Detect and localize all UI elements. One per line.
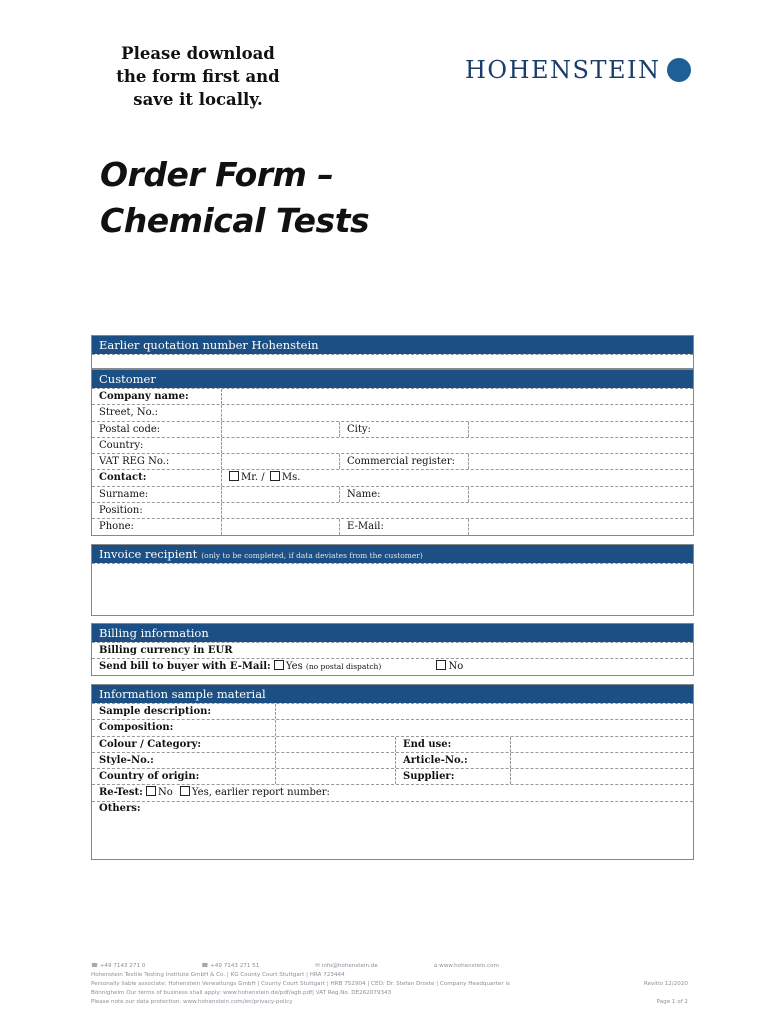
- form-row: [92, 518, 693, 534]
- end-use-label: End use:: [395, 737, 510, 752]
- ms-checkbox[interactable]: [270, 471, 280, 481]
- email-label: E-Mail:: [339, 519, 468, 534]
- form-row: [92, 486, 693, 502]
- invoice-title: Invoice recipient: [99, 547, 198, 561]
- footer-line: Hohenstein Textile Testing Institute GmbH & Co. | KG County Court Stuttgart | HRA 723444: [91, 972, 345, 978]
- logo-dot-icon: [667, 58, 691, 82]
- form-row: [92, 752, 693, 768]
- send-bill-yes-note: (no postal dispatch): [305, 662, 382, 672]
- composition-label: Composition:: [99, 722, 174, 734]
- postal-field[interactable]: [221, 422, 339, 437]
- end-use-field[interactable]: [510, 737, 693, 752]
- register-field[interactable]: [468, 454, 693, 469]
- retest-row: [92, 785, 693, 800]
- article-field[interactable]: [510, 753, 693, 768]
- contact-label: Contact:: [99, 472, 147, 484]
- notice-line: save it locally.: [133, 90, 263, 109]
- form-row: [92, 768, 693, 784]
- company-label: Company name:: [99, 391, 189, 402]
- position-label: Position:: [99, 505, 143, 517]
- origin-field[interactable]: [275, 769, 395, 784]
- others-field[interactable]: [92, 801, 693, 859]
- form-row: [92, 421, 693, 437]
- retest-yes-checkbox[interactable]: [180, 786, 190, 796]
- footer-mail: ✉ info@hohenstein.de: [315, 963, 378, 969]
- footer-web-text: www.hohenstein.com: [439, 963, 499, 969]
- form-row: [92, 502, 693, 518]
- download-notice: [108, 42, 288, 111]
- ms-label: Ms.: [281, 472, 301, 484]
- send-bill-label: Send bill to buyer with E-Mail:: [99, 661, 271, 673]
- quotation-section: [91, 335, 694, 369]
- send-bill-no-checkbox[interactable]: [436, 660, 446, 670]
- style-field[interactable]: [275, 753, 395, 768]
- billing-currency: Billing currency in EUR: [99, 645, 233, 656]
- invoice-section: [91, 544, 694, 616]
- footer-mail-text: info@hohenstein.de: [321, 963, 378, 969]
- style-label: Style-No.:: [99, 754, 154, 766]
- postal-label: Postal code:: [99, 423, 161, 435]
- phone-label: Phone:: [99, 521, 134, 533]
- footer-line: [91, 980, 691, 989]
- others-label: Others:: [99, 802, 141, 814]
- footer-phone: ☎ +49 7143 271 0: [91, 963, 146, 969]
- mr-label: Mr. /: [241, 472, 265, 484]
- footer-fax-text: +49 7143 271 51: [210, 963, 260, 969]
- send-bill-no-label: No: [448, 661, 464, 673]
- page-title: [100, 152, 369, 244]
- title-line: Chemical Tests: [100, 201, 370, 240]
- invoice-note: (only to be completed, if data deviates from the customer): [201, 551, 423, 560]
- surname-field[interactable]: [221, 487, 339, 502]
- retest-no-label: No: [157, 787, 173, 799]
- footer-page-number: Page 1 of 2: [656, 999, 688, 1005]
- send-bill-row: [92, 659, 693, 674]
- footer-web: ⌂ www.hohenstein.com: [433, 963, 499, 969]
- form-row: [92, 469, 693, 485]
- surname-label: Surname:: [99, 488, 149, 500]
- footer-contacts: [91, 962, 691, 971]
- country-field[interactable]: [221, 438, 693, 453]
- sample-heading: Information sample material: [92, 685, 693, 703]
- register-label: Commercial register:: [339, 454, 468, 469]
- city-label: City:: [339, 422, 468, 437]
- phone-field[interactable]: [221, 519, 339, 534]
- footer-phone-text: +49 7143 271 0: [99, 963, 146, 969]
- form-row: [92, 388, 693, 404]
- sample-description-field[interactable]: [275, 704, 693, 719]
- vat-field[interactable]: [221, 454, 339, 469]
- quotation-heading: Earlier quotation number Hohenstein: [92, 336, 693, 354]
- name-field[interactable]: [468, 487, 693, 502]
- colour-label: Colour / Category:: [99, 738, 202, 750]
- street-field[interactable]: [221, 405, 693, 420]
- contact-salutation: [221, 470, 693, 485]
- retest-label: Re-Test:: [99, 787, 143, 799]
- form-row: [92, 784, 693, 800]
- composition-field[interactable]: [275, 720, 693, 735]
- company-field[interactable]: [221, 389, 693, 404]
- origin-label: Country of origin:: [99, 771, 200, 783]
- form-row: [92, 703, 693, 719]
- customer-section: [91, 369, 694, 536]
- send-bill-yes-label: Yes: [285, 661, 303, 673]
- notice-line: the form first and: [116, 67, 280, 86]
- billing-section: [91, 623, 694, 676]
- supplier-label: Supplier:: [395, 769, 510, 784]
- footer-line-text: Personally liable associate: Hohenstein Verwaltungs GmbH | County Court Stuttgart | HRB 752904 | CEO: Dr. Stefan Droste | Company Headquarter is: [91, 981, 510, 987]
- street-label: Street, No.:: [99, 407, 159, 419]
- footer-line-text: Please note our data protection: www.hohenstein.com/en/privacy-policy: [91, 999, 293, 1005]
- city-field[interactable]: [468, 422, 693, 437]
- sample-section: [91, 684, 694, 860]
- form-row: [92, 404, 693, 420]
- quotation-number-field[interactable]: [92, 354, 693, 368]
- footer-line: [91, 998, 691, 1007]
- customer-heading: Customer: [92, 370, 693, 388]
- form-row: [92, 658, 693, 674]
- form-row: [92, 453, 693, 469]
- position-field[interactable]: [221, 503, 693, 518]
- article-label: Article-No.:: [395, 753, 510, 768]
- colour-field[interactable]: [275, 737, 395, 752]
- country-label: Country:: [99, 439, 144, 451]
- form-row: [92, 437, 693, 453]
- form-row: [92, 736, 693, 752]
- email-field[interactable]: [468, 519, 693, 534]
- footer-fax: ☎ +49 7143 271 51: [201, 963, 260, 969]
- vat-label: VAT REG No.:: [99, 456, 170, 468]
- invoice-heading: [92, 545, 693, 563]
- billing-heading: Billing information: [92, 624, 693, 642]
- footer-revision: Revitio 12/2020: [643, 981, 688, 987]
- mr-checkbox[interactable]: [229, 471, 239, 481]
- page-footer: [91, 962, 691, 1007]
- retest-yes-label: Yes, earlier report number:: [191, 787, 330, 799]
- send-bill-yes-checkbox[interactable]: [274, 660, 284, 670]
- invoice-recipient-field[interactable]: [92, 563, 693, 615]
- logo-text: HOHENSTEIN: [465, 56, 661, 84]
- name-label: Name:: [339, 487, 468, 502]
- supplier-field[interactable]: [510, 769, 693, 784]
- form-row: [92, 642, 693, 658]
- form-row: [92, 719, 693, 735]
- hohenstein-logo: [465, 56, 691, 84]
- retest-no-checkbox[interactable]: [146, 786, 156, 796]
- notice-line: Please download: [121, 44, 275, 63]
- sample-description-label: Sample description:: [99, 706, 212, 717]
- footer-line: Bönnigheim Our terms of business shall apply: www.hohenstein.de/pdf/agb.pdf| VAT Reg.No. DE262079343: [91, 990, 392, 996]
- title-line: Order Form –: [100, 155, 334, 194]
